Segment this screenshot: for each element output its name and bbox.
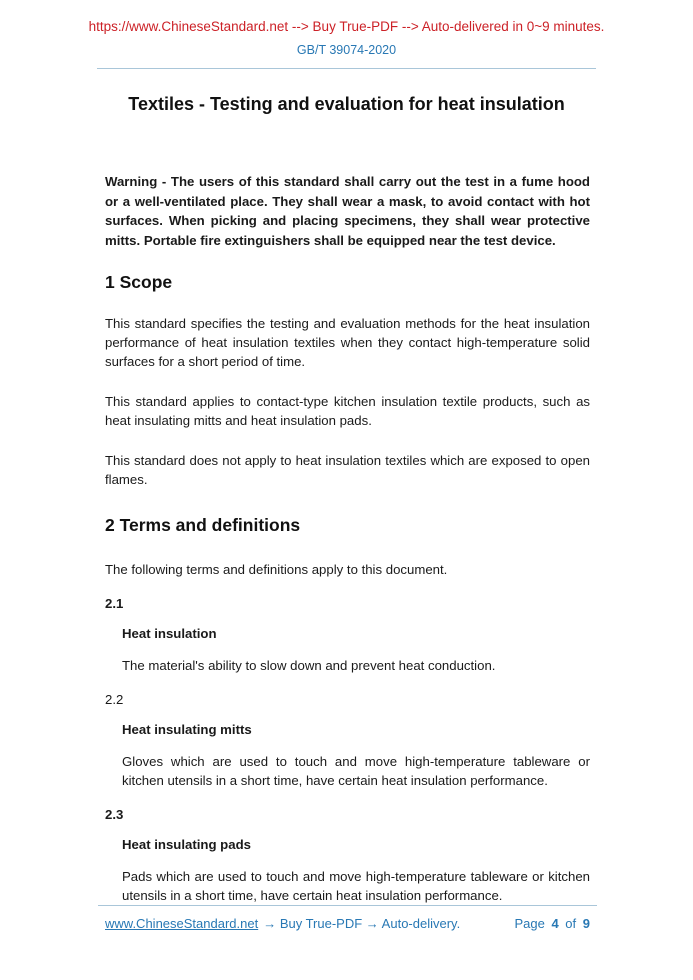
footer-promo xyxy=(105,916,460,932)
footer-divider xyxy=(98,905,597,906)
page-footer xyxy=(105,916,590,932)
page-of-label: of xyxy=(565,916,577,931)
term-name: Heat insulating mitts xyxy=(122,722,252,737)
page-total: 9 xyxy=(582,916,590,931)
document-title: Textiles - Testing and evaluation for heat insulation xyxy=(128,94,565,114)
header-divider xyxy=(97,68,596,69)
page-label: Page xyxy=(514,916,545,931)
term-entry-2-1 xyxy=(105,596,590,675)
term-name: Heat insulating pads xyxy=(122,837,251,852)
scope-paragraph-3: This standard does not apply to heat insulation textiles which are exposed to open flames. xyxy=(105,453,590,487)
standard-code: GB/T 39074-2020 xyxy=(296,43,397,57)
section-heading-scope: 1 Scope xyxy=(105,272,173,292)
footer-site-link[interactable]: www.ChineseStandard.net xyxy=(105,916,259,931)
term-entry-2-2 xyxy=(105,692,590,790)
scope-paragraph-2: This standard applies to contact-type kitchen insulation textile products, such as heat insulating mitts and heat insulation pads. xyxy=(105,394,590,428)
term-name: Heat insulation xyxy=(122,626,217,641)
page-header xyxy=(0,0,693,69)
page-indicator xyxy=(511,916,590,932)
term-number: 2.3 xyxy=(105,807,124,822)
page-current: 4 xyxy=(551,916,559,931)
promo-banner: https://www.ChineseStandard.net --> Buy True-PDF --> Auto-delivered in 0~9 minutes. xyxy=(88,19,605,34)
warning-paragraph: Warning - The users of this standard shall carry out the test in a fume hood or a well-ventilated place. They shall wear a mask, to avoid contact with hot surfaces. When picking and placing specimens, they shall wear protective mitts. Portable fire extinguishers shall be equipped near the test device. xyxy=(105,174,590,248)
term-number: 2.2 xyxy=(105,692,124,707)
terms-intro: The following terms and definitions apply to this document. xyxy=(105,562,448,577)
term-definition: Pads which are used to touch and move high-temperature tableware or kitchen utensils in a short time, have certain heat insulation performance. xyxy=(122,869,590,903)
document-body xyxy=(105,172,590,905)
footer-promo-text: → Buy True-PDF → Auto-delivery. xyxy=(263,916,461,931)
scope-paragraph-1: This standard specifies the testing and evaluation methods for the heat insulation performance of heat insulation textiles when they contact high-temperature solid surfaces for a short period of time. xyxy=(105,316,590,369)
term-entry-2-3 xyxy=(105,807,590,905)
section-heading-terms: 2 Terms and definitions xyxy=(105,515,301,535)
term-number: 2.1 xyxy=(105,596,124,611)
term-definition: The material's ability to slow down and prevent heat conduction. xyxy=(122,658,496,673)
term-definition: Gloves which are used to touch and move high-temperature tableware or kitchen utensils in a short time, have certain heat insulation performance. xyxy=(122,754,590,788)
